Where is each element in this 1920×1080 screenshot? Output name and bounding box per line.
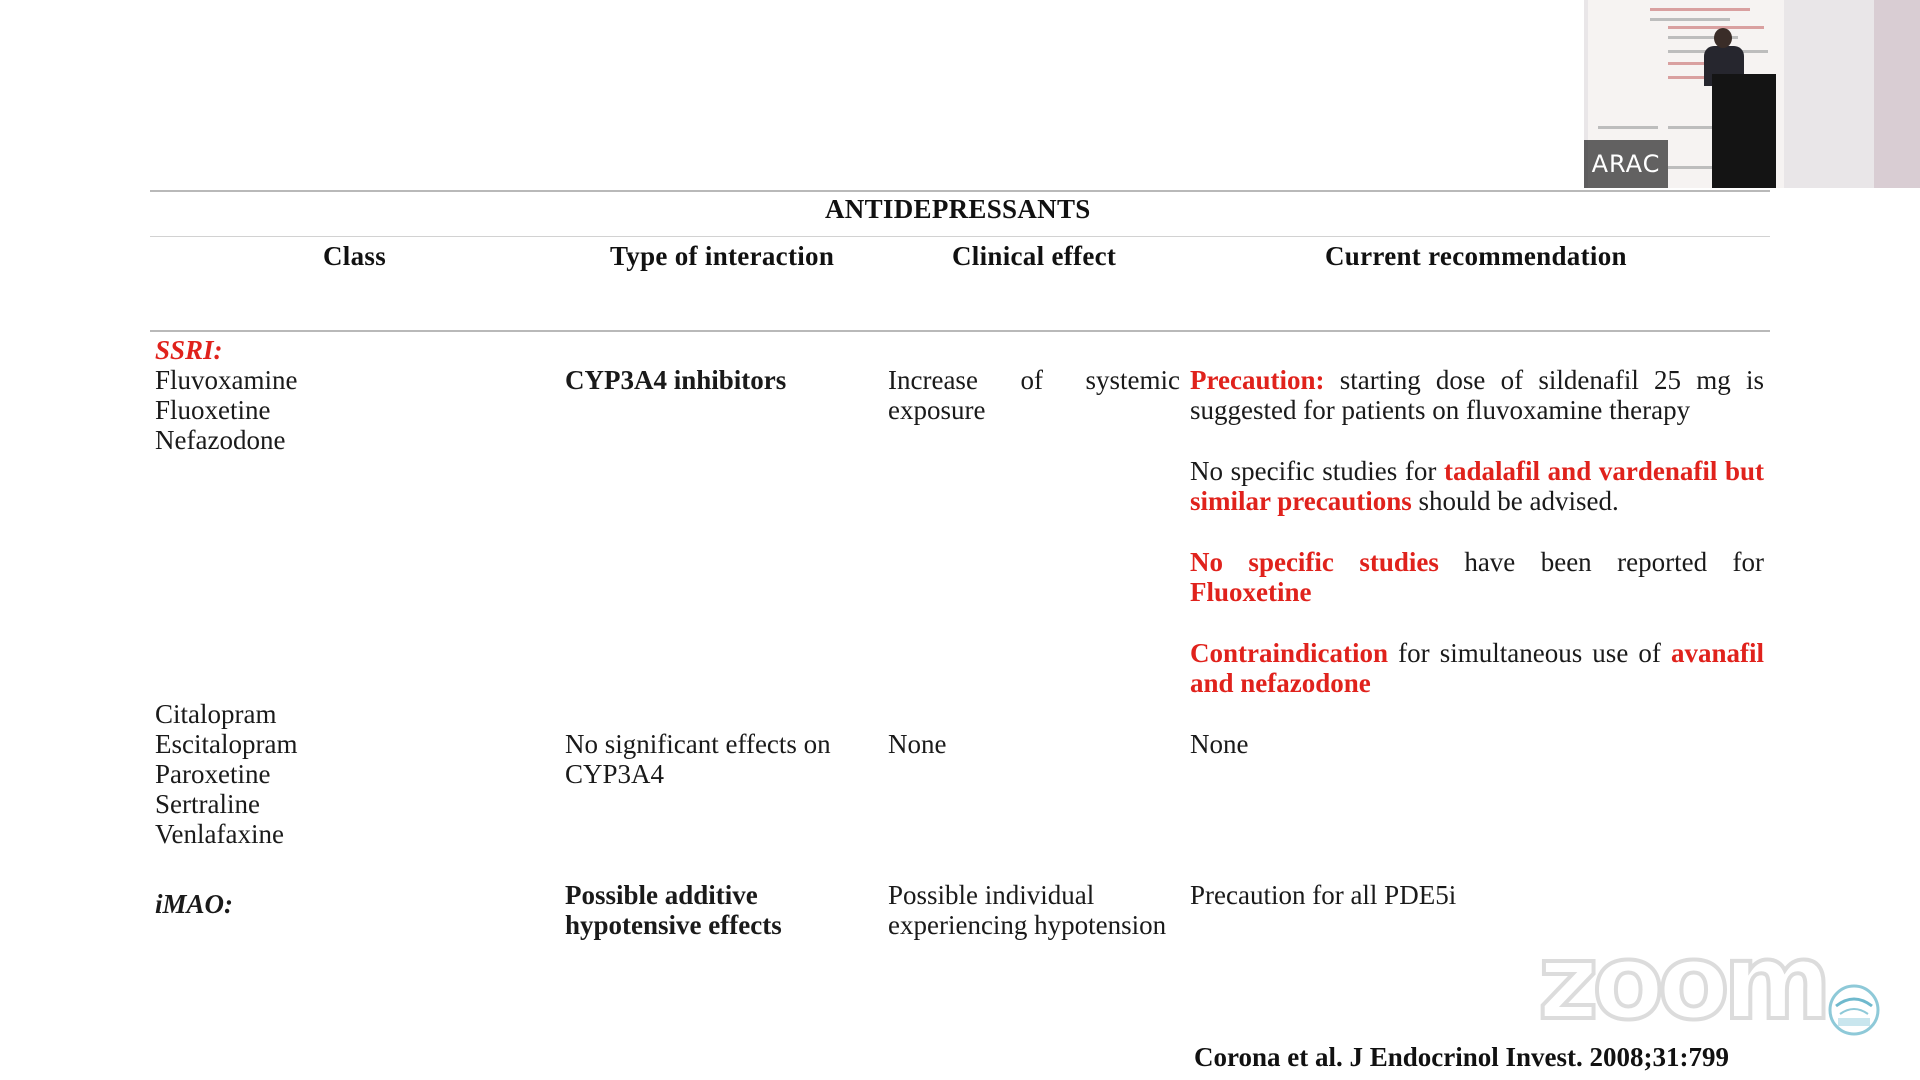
imao-interaction-line1: Possible additive: [565, 880, 758, 910]
column-header-class: Class: [323, 241, 387, 271]
rec4-red: Contraindication: [1190, 638, 1389, 668]
zoom-logo-icon: [1538, 930, 1868, 1030]
drug-fluvoxamine: Fluvoxamine: [155, 365, 298, 395]
rec4-mid: for simultaneous use of: [1398, 638, 1661, 668]
zoom-logo-text: zoom: [1538, 930, 1826, 1030]
ssri-clinical-effect: [888, 365, 1180, 425]
precaution-text: starting dose of sildenafil 25 mg is suggested for patients on fluvoxamine therapy: [1190, 365, 1765, 425]
rec3-mid: have been reported for: [1464, 547, 1764, 577]
table-title: ANTIDEPRESSANTS: [825, 194, 1091, 224]
drug-nefazodone: Nefazodone: [155, 425, 286, 455]
column-header-interaction: Type of interaction: [610, 241, 835, 271]
drug-sertraline: Sertraline: [155, 789, 260, 819]
header-rule: [150, 330, 1770, 332]
drug-escitalopram: Escitalopram: [155, 729, 298, 759]
other-ssri-interaction-line2: CYP3A4: [565, 759, 665, 789]
rec2-post: should be advised.: [1418, 486, 1619, 516]
podium: [1712, 74, 1776, 188]
imao-effect-line1: Possible individual: [888, 880, 1095, 910]
column-header-recommendation: Current recommendation: [1325, 241, 1627, 271]
rec3-red: No specific studies: [1190, 547, 1439, 577]
ssmh-logo-icon: [1822, 978, 1886, 1042]
drug-fluoxetine: Fluoxetine: [155, 395, 271, 425]
other-ssri-recommendation: None: [1190, 729, 1249, 759]
table-top-rule: [150, 190, 1770, 192]
imao-interaction: [565, 880, 782, 940]
precaution-label: Precaution:: [1190, 365, 1325, 395]
speaker-name-label: ARAC: [1584, 140, 1668, 188]
recommendation-fluoxetine: [1190, 547, 1764, 607]
other-ssri-interaction: [565, 729, 831, 789]
ssri-class-cell: [155, 335, 298, 455]
other-ssri-class-cell: [155, 699, 297, 849]
drug-citalopram: Citalopram: [155, 699, 277, 729]
recommendation-precaution: [1190, 365, 1764, 425]
drug-paroxetine: Paroxetine: [155, 759, 271, 789]
ssri-class-label: SSRI:: [155, 335, 223, 365]
column-header-effect: Clinical effect: [952, 241, 1117, 271]
effect-word-increase: Increase: [888, 365, 978, 395]
rec4-red2: avanafil and nefazodone: [1190, 638, 1765, 698]
effect-word-of: of: [1020, 365, 1043, 395]
speaker-video-tile[interactable]: [1584, 0, 1920, 188]
speaker-head: [1714, 28, 1732, 48]
recommendation-contraindication: [1190, 638, 1764, 698]
rec2-pre: No specific studies for: [1190, 456, 1437, 486]
citation: Corona et al. J Endocrinol Invest. 2008;31:799: [1194, 1042, 1730, 1072]
other-ssri-interaction-line1: No significant effects on: [565, 729, 831, 759]
drug-venlafaxine: Venlafaxine: [155, 819, 284, 849]
title-rule: [150, 236, 1770, 237]
rec2-red: tadalafil and vardenafil but similar precautions: [1190, 456, 1765, 516]
ssri-interaction: CYP3A4 inhibitors: [565, 365, 787, 395]
effect-word-systemic: systemic: [1085, 365, 1180, 395]
imao-interaction-line2: hypotensive effects: [565, 910, 782, 940]
imao-effect-line2: experiencing hypotension: [888, 910, 1167, 940]
zoom-watermark: [1538, 930, 1868, 1030]
recommendation-tadalafil: [1190, 456, 1764, 516]
effect-word-exposure: exposure: [888, 395, 986, 425]
imao-recommendation: Precaution for all PDE5i: [1190, 880, 1457, 910]
imao-class-label: iMAO:: [155, 889, 234, 919]
rec3-red2: Fluoxetine: [1190, 577, 1312, 607]
other-ssri-clinical-effect: None: [888, 729, 947, 759]
imao-clinical-effect: [888, 880, 1166, 940]
